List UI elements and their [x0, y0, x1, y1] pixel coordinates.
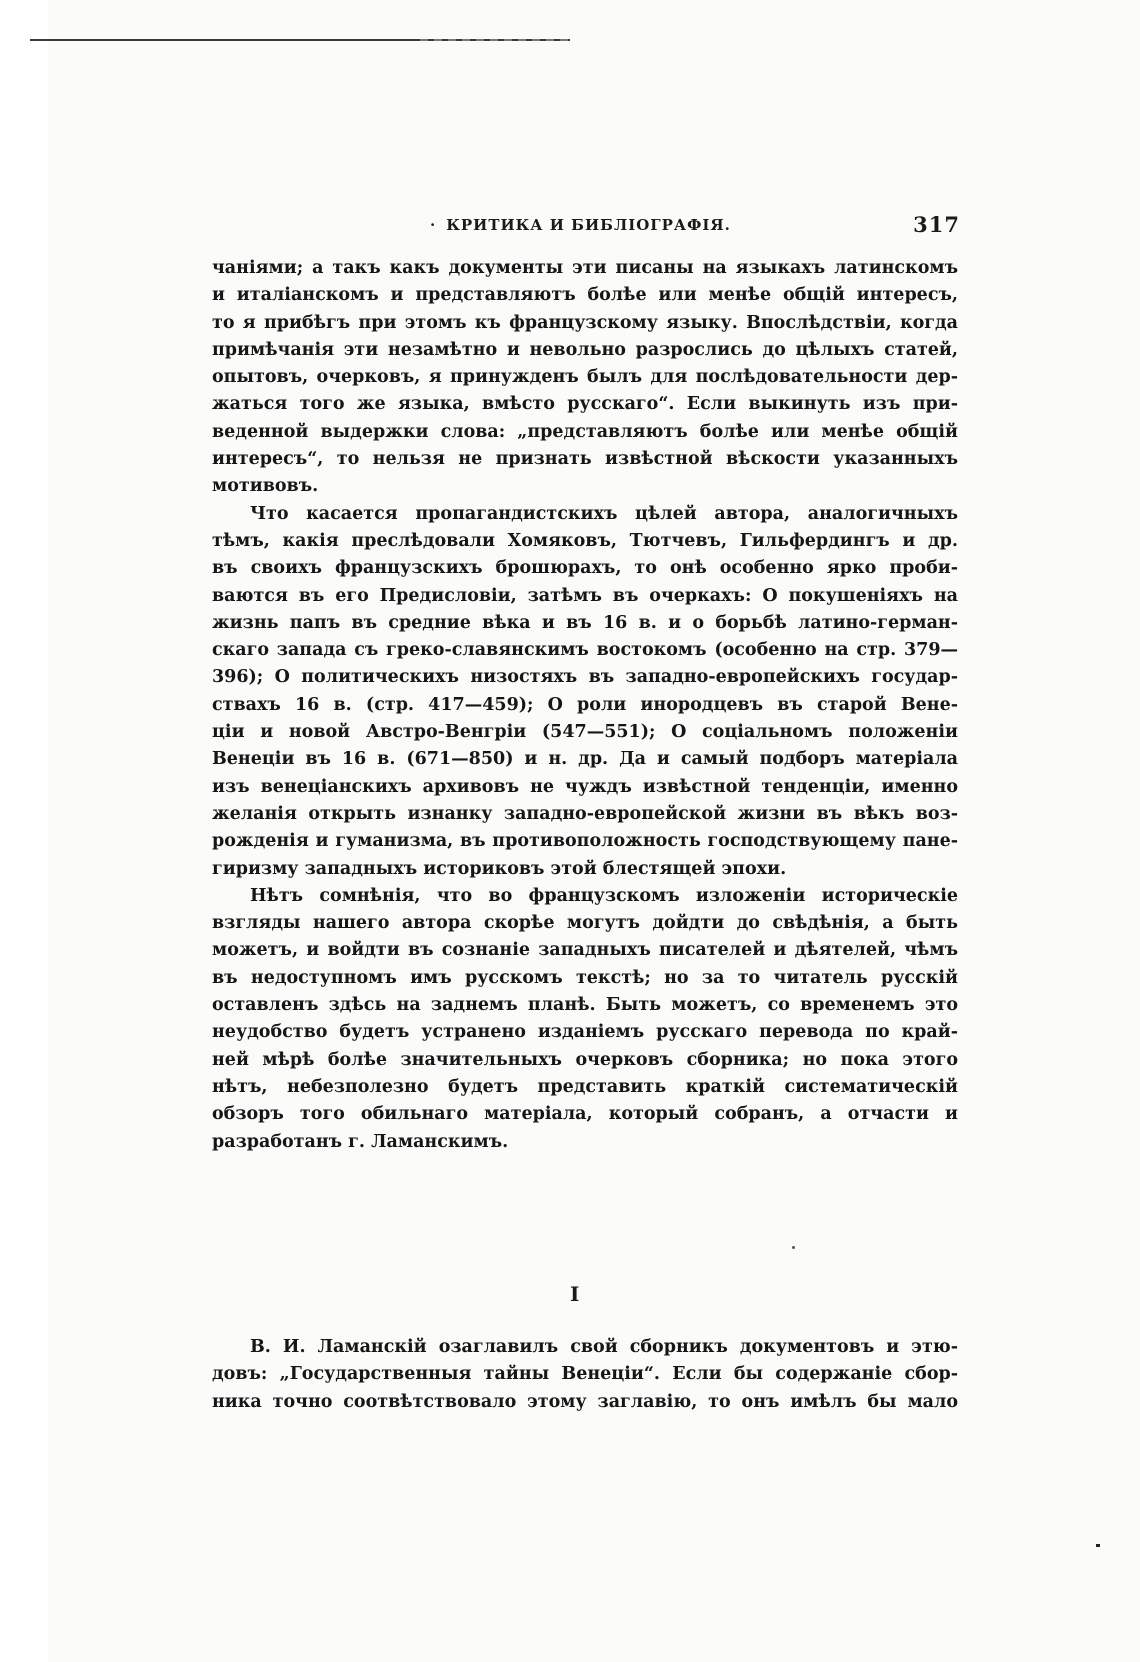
- text-line: опытовъ, очерковъ, я принужденъ былъ для послѣдовательности дер-: [212, 367, 958, 388]
- paragraph-3: [212, 883, 958, 1156]
- text-line: тѣмъ, какiя преслѣдовали Хомяковъ, Тютчевъ, Гильфердингъ и др.: [212, 530, 958, 551]
- text-line: гиризму западныхъ историковъ этой блестящей эпохи.: [212, 858, 787, 879]
- text-line: Нѣтъ сомнѣнiя, что во французскомъ изложенiи историческiе: [250, 885, 958, 906]
- text-line: рожденiя и гуманизма, въ противоположность господствующему пане-: [212, 831, 958, 852]
- text-line: ваются въ его Предисловiи, затѣмъ въ очеркахъ: О покушенiяхъ на: [212, 585, 958, 606]
- text-line: примѣчанiя эти незамѣтно и невольно разрослись до цѣлыхъ статей,: [212, 339, 958, 360]
- text-line: ней мѣрѣ болѣе значительныхъ очерковъ сборника; но пока этого: [212, 1049, 958, 1070]
- text-line: неудобство будетъ устранено изданiемъ русскаго перевода по край-: [212, 1022, 958, 1043]
- text-line: оставленъ здѣсь на заднемъ планѣ. Быть можетъ, со временемъ это: [212, 995, 958, 1016]
- text-line: Венецiи въ 16 в. (671—850) и н. др. Да и самый подборъ матерiала: [212, 749, 958, 770]
- text-line: разработанъ г. Ламанскимъ.: [212, 1131, 509, 1152]
- paragraph-1: [212, 255, 958, 501]
- text-line: скаго запада съ греко-славянскимъ востокомъ (особенно на стр. 379—: [212, 640, 958, 661]
- text-line: можетъ, и войдти въ сознанiе западныхъ писателей и дѣятелей, чѣмъ: [212, 940, 958, 961]
- text-line: въ своихъ французскихъ брошюрахъ, то онѣ особенно ярко проби-: [212, 558, 958, 579]
- text-line: веденной выдержки слова: „представляютъ болѣе или менѣе общiй: [212, 421, 958, 442]
- running-head: [200, 212, 960, 242]
- text-line: ствахъ 16 в. (стр. 417—459); О роли инородцевъ въ старой Вене-: [212, 694, 958, 715]
- text-line: 396); О политическихъ низостяхъ въ западно-европейскихъ государ-: [212, 667, 958, 688]
- text-line: нѣтъ, небезполезно будетъ представить краткiй систематическiй: [212, 1076, 958, 1097]
- scan-speck: [792, 1246, 795, 1249]
- running-title: · КРИТИКА И БИБЛIОГРАФIЯ.: [430, 216, 731, 234]
- paragraph-4: [212, 1334, 958, 1416]
- text-line: жаться того же языка, вмѣсто русскаго“. Если выкинуть изъ при-: [212, 394, 958, 415]
- text-line: Что касается пропагандистскихъ цѣлей автора, аналогичныхъ: [250, 503, 958, 524]
- text-line: цiи и новой Австро-Венгрiи (547—551); О соцiальномъ положенiи: [212, 722, 958, 743]
- text-line: въ недоступномъ имъ русскомъ текстѣ; но за то читатель русскiй: [212, 967, 958, 988]
- text-line: желанiя открыть изнанку западно-европейской жизни въ вѣкъ воз-: [212, 803, 958, 824]
- main-text: [212, 255, 958, 1156]
- text-line: чанiями; а такъ какъ документы эти писаны на языкахъ латинскомъ: [212, 258, 958, 278]
- text-line: изъ венецiанскихъ архивовъ не чуждъ извѣстной тенденцiи, именно: [212, 776, 958, 797]
- section-text: [212, 1334, 958, 1416]
- text-line: интересъ“, то нельзя не признать извѣстной вѣскости указанныхъ: [212, 449, 958, 470]
- scan-margin: [0, 0, 48, 1662]
- text-line: довъ: „Государственныя тайны Венецiи“. Если бы содержанiе сбор-: [212, 1364, 958, 1385]
- text-line: жизнь папъ въ средние вѣка и въ 16 в. и о борьбѣ латино-герман-: [212, 612, 958, 633]
- text-line: обзоръ того обильнаго матерiала, который собранъ, а отчасти и: [212, 1104, 958, 1125]
- text-line: взгляды нашего автора скорѣе могутъ дойдти до свѣдѣнiя, а быть: [212, 913, 958, 934]
- text-line: и италiанскомъ и представляютъ болѣе или менѣе общiй интересъ,: [212, 285, 958, 306]
- section-heading: I: [570, 1282, 580, 1306]
- scan-speck: [1096, 1544, 1100, 1547]
- text-line: то я прибѣгъ при этомъ къ французскому языку. Впослѣдствiи, когда: [212, 312, 958, 333]
- page-number: 317: [913, 212, 960, 237]
- paragraph-2: [212, 501, 958, 883]
- text-line: мотивовъ.: [212, 476, 319, 497]
- text-line: В. И. Ламанскiй озаглавилъ свой сборникъ документовъ и этю-: [250, 1337, 958, 1357]
- top-rule-dashed: [420, 39, 570, 41]
- text-line: ника точно соотвѣтствовало этому заглавiю, то онъ имѣлъ бы мало: [212, 1391, 958, 1412]
